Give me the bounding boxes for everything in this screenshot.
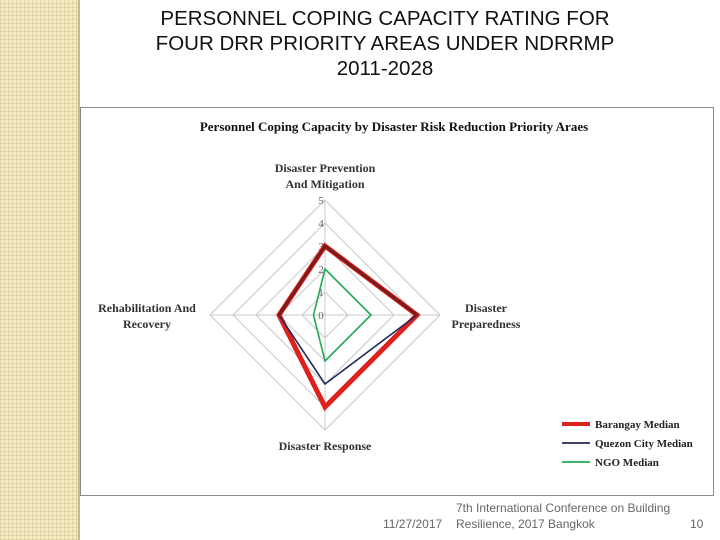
footer-conference — [456, 500, 686, 532]
slide-title-line-2: FOUR DRR PRIORITY AREAS UNDER NDRRMP — [155, 32, 615, 55]
footer-conference-line-2: Resilience, 2017 Bangkok — [456, 517, 595, 531]
scale-tick-label: 5 — [318, 195, 324, 207]
axis-label-4: Rehabilitation And — [98, 301, 196, 315]
page-number: 10 — [690, 517, 704, 531]
footer-conference-line-1: 7th International Conference on Building — [456, 501, 671, 515]
axis-label-2: Disaster — [465, 301, 507, 315]
chart-frame — [80, 107, 714, 496]
slide-title-line-1: PERSONNEL COPING CAPACITY RATING FOR — [160, 7, 610, 30]
scale-tick-label: 3 — [318, 241, 324, 253]
axis-label-1: And Mitigation — [285, 177, 365, 191]
slide-title-line-3: 2011-2028 — [336, 57, 434, 80]
axis-label-2: Preparedness — [451, 317, 521, 331]
series-line-1 — [279, 246, 417, 407]
legend-label-3: NGO Median — [595, 457, 659, 469]
axis-label-4: Recovery — [123, 317, 171, 331]
axis-label-1: Disaster Prevention — [274, 161, 376, 175]
radar-chart — [81, 108, 713, 495]
scale-tick-label: 1 — [318, 287, 324, 299]
legend-label-2: Quezon City Median — [595, 438, 693, 450]
scale-tick-label: 2 — [318, 264, 324, 276]
scale-tick-label: 4 — [318, 218, 324, 230]
slide-title — [90, 6, 680, 81]
axis-label-3: Disaster Response — [278, 439, 372, 453]
chart-title: Personnel Coping Capacity by Disaster Risk Reduction Priority Araes — [199, 119, 589, 134]
decorative-side-band — [0, 0, 80, 540]
scale-tick-label: 0 — [318, 310, 324, 322]
legend-label-1: Barangay Median — [595, 419, 680, 431]
footer-date: 11/27/2017 — [383, 517, 443, 531]
